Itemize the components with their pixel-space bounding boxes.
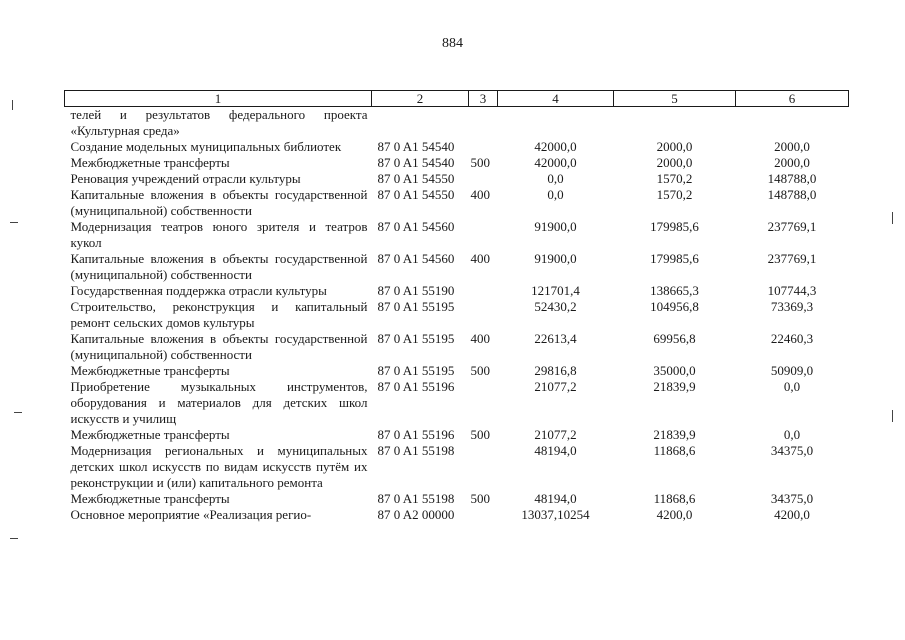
header-col-3: 3 <box>469 91 498 107</box>
row-value-5: 179985,6 <box>650 251 699 266</box>
table-row <box>65 283 849 299</box>
budget-table <box>64 90 849 523</box>
row-value-6: 2000,0 <box>774 139 810 154</box>
row-type: 400 <box>470 331 490 346</box>
table-row <box>65 491 849 507</box>
row-type: 400 <box>470 187 490 202</box>
row-code: 87 0 A1 54540 <box>377 139 455 154</box>
row-code: 87 0 A1 55198 <box>377 491 455 506</box>
row-value-6: 148788,0 <box>767 171 817 186</box>
header-col-5: 5 <box>614 91 736 107</box>
row-type <box>469 379 498 427</box>
row-type <box>469 107 498 140</box>
row-name: Основное мероприятие «Реализация регио- <box>70 507 312 522</box>
table-row <box>65 331 849 363</box>
row-value-6: 2000,0 <box>774 155 810 170</box>
table-row <box>65 139 849 155</box>
header-col-2: 2 <box>372 91 469 107</box>
table-row <box>65 379 849 427</box>
row-type <box>469 299 498 331</box>
row-value-4: 29816,8 <box>534 363 577 378</box>
row-value-4: 91900,0 <box>534 251 577 266</box>
table-row <box>65 251 849 283</box>
row-type <box>469 507 498 523</box>
row-code: 87 0 A1 54560 <box>377 251 455 266</box>
row-value-5: 11868,6 <box>653 491 696 506</box>
scan-mark <box>892 410 893 422</box>
table-row <box>65 443 849 491</box>
row-type: 500 <box>470 491 490 506</box>
row-value-6: 22460,3 <box>770 331 814 346</box>
table-row <box>65 427 849 443</box>
table-header-row <box>65 91 849 107</box>
row-value-5: 21839,9 <box>653 427 696 442</box>
row-type: 500 <box>470 155 490 170</box>
row-value-6: 0,0 <box>783 379 801 394</box>
row-type <box>469 139 498 155</box>
row-value-4: 0,0 <box>547 187 564 202</box>
row-value-4: 91900,0 <box>534 219 577 234</box>
row-name: Капитальные вложения в объекты государственной (муниципальной) собственности <box>70 331 368 362</box>
row-name: Модернизация региональных и муниципальных детских школ искусств по видам искусств путём их реконструкции и (или) капитального ремонта <box>70 443 368 490</box>
scan-mark <box>12 100 13 110</box>
row-value-6: 34375,0 <box>770 491 814 506</box>
row-type <box>469 443 498 491</box>
row-value-6: 73369,3 <box>770 299 814 314</box>
row-name: Создание модельных муниципальных библиотек <box>70 139 342 154</box>
row-value-6: 4200,0 <box>774 507 810 522</box>
row-value-5: 11868,6 <box>653 443 696 458</box>
row-name: Модернизация театров юного зрителя и театров кукол <box>70 219 368 250</box>
row-type <box>469 283 498 299</box>
row-value-5: 2000,0 <box>656 139 693 154</box>
row-name: Межбюджетные трансферты <box>70 155 230 170</box>
table-row <box>65 507 849 523</box>
row-name: Межбюджетные трансферты <box>70 427 230 442</box>
row-value-4: 22613,4 <box>534 331 577 346</box>
scan-mark <box>892 212 893 224</box>
row-value-5 <box>614 107 736 140</box>
row-value-5: 104956,8 <box>650 299 699 314</box>
row-code: 87 0 A1 54550 <box>377 171 455 186</box>
scan-mark <box>10 222 18 223</box>
row-code: 87 0 A2 00000 <box>377 507 455 522</box>
page-number: 884 <box>442 36 463 51</box>
row-value-5: 1570,2 <box>656 187 693 202</box>
table-row <box>65 219 849 251</box>
row-value-5: 138665,3 <box>650 283 699 298</box>
row-value-4: 48194,0 <box>534 491 577 506</box>
row-code: 87 0 A1 55195 <box>377 331 455 346</box>
row-value-6: 34375,0 <box>770 443 814 458</box>
table-row <box>65 171 849 187</box>
row-value-4: 21077,2 <box>534 427 577 442</box>
row-name: Капитальные вложения в объекты государственной (муниципальной) собственности <box>70 251 368 282</box>
row-code: 87 0 A1 55195 <box>377 363 455 378</box>
header-col-4: 4 <box>498 91 614 107</box>
row-value-4: 21077,2 <box>534 379 577 394</box>
row-name: Межбюджетные трансферты <box>70 363 230 378</box>
row-type: 500 <box>470 363 490 378</box>
row-name: Капитальные вложения в объекты государственной (муниципальной) собственности <box>70 187 368 218</box>
row-type <box>469 219 498 251</box>
row-value-6: 107744,3 <box>767 283 817 298</box>
table-row <box>65 299 849 331</box>
table-row <box>65 187 849 219</box>
row-value-5: 21839,9 <box>653 379 696 394</box>
row-value-6: 237769,1 <box>767 251 817 266</box>
row-name: Реновация учреждений отрасли культуры <box>70 171 301 186</box>
row-code: 87 0 A1 54560 <box>377 219 455 234</box>
row-type <box>469 171 498 187</box>
row-value-6 <box>736 107 849 140</box>
row-type: 400 <box>470 251 490 266</box>
row-value-4: 42000,0 <box>534 139 577 154</box>
row-code: 87 0 A1 55195 <box>377 299 455 314</box>
row-value-6: 237769,1 <box>767 219 817 234</box>
row-value-5: 35000,0 <box>653 363 696 378</box>
row-code <box>372 107 469 140</box>
scan-mark <box>10 538 18 539</box>
row-value-4: 13037,10254 <box>521 507 590 522</box>
row-value-4 <box>498 107 614 140</box>
row-name: Государственная поддержка отрасли культуры <box>70 283 327 298</box>
row-value-4: 121701,4 <box>531 283 580 298</box>
row-value-4: 0,0 <box>547 171 564 186</box>
row-name: Приобретение музыкальных инструментов, оборудования и материалов для детских школ искусств и училищ <box>70 379 368 426</box>
header-col-1: 1 <box>65 91 372 107</box>
row-value-4: 52430,2 <box>534 299 577 314</box>
row-value-5: 4200,0 <box>656 507 693 522</box>
row-name: Межбюджетные трансферты <box>70 491 230 506</box>
row-value-5: 2000,0 <box>656 155 693 170</box>
table-row <box>65 155 849 171</box>
row-code: 87 0 A1 55196 <box>377 379 455 394</box>
row-value-6: 50909,0 <box>770 363 814 378</box>
row-code: 87 0 A1 54550 <box>377 187 455 202</box>
row-value-5: 1570,2 <box>656 171 693 186</box>
header-col-6: 6 <box>736 91 849 107</box>
table-row <box>65 107 849 140</box>
row-value-6: 148788,0 <box>767 187 817 202</box>
row-code: 87 0 A1 55196 <box>377 427 455 442</box>
table-row <box>65 363 849 379</box>
row-name: Строительство, реконструкция и капитальный ремонт сельских домов культуры <box>70 299 368 330</box>
row-value-4: 48194,0 <box>534 443 577 458</box>
row-code: 87 0 A1 54540 <box>377 155 455 170</box>
row-value-5: 69956,8 <box>653 331 696 346</box>
row-value-4: 42000,0 <box>534 155 577 170</box>
row-name: телей и результатов федерального проекта «Культурная среда» <box>70 107 368 138</box>
row-type: 500 <box>470 427 490 442</box>
row-value-5: 179985,6 <box>650 219 699 234</box>
row-code: 87 0 A1 55190 <box>377 283 455 298</box>
scan-mark <box>14 412 22 413</box>
row-value-6: 0,0 <box>783 427 801 442</box>
row-code: 87 0 A1 55198 <box>377 443 455 458</box>
